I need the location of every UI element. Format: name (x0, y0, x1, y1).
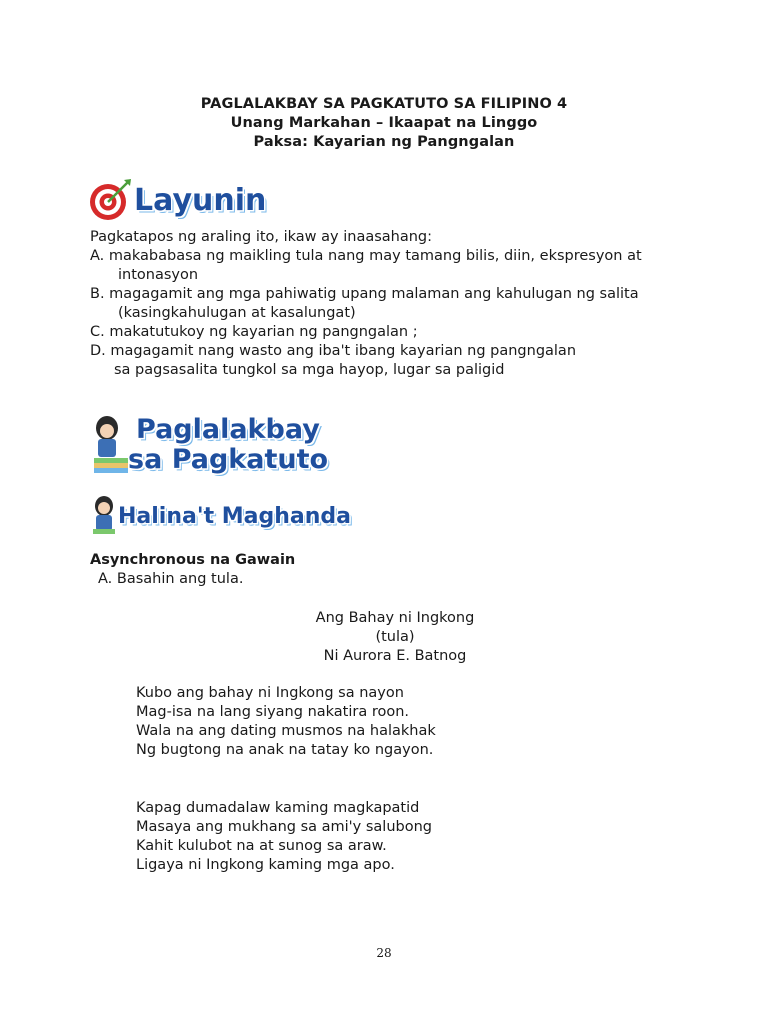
layunin-badge (88, 178, 266, 222)
student-reading-icon (90, 414, 132, 476)
objectives-section (90, 228, 642, 380)
poem-line: Ligaya ni Ingkong kaming mga apo. (136, 857, 395, 873)
poem-stanza-2 (136, 799, 432, 875)
poem-line: Kubo ang bahay ni Ingkong sa nayon (136, 685, 404, 701)
objective-d: D. magagamit nang wasto ang iba't ibang kayarian ng pangngalan (90, 343, 577, 359)
layunin-label: Layunin (134, 182, 267, 218)
activity-section (90, 551, 295, 589)
halinat-badge (92, 496, 351, 536)
poem-line: Mag-isa na lang siyang nakatira roon. (136, 704, 410, 720)
poem-title: Ang Bahay ni Ingkong (315, 610, 475, 626)
poem-stanza-1 (136, 684, 436, 760)
halinat-label: Halina't Maghanda (118, 503, 352, 529)
objective-d-cont: sa pagsasalita tungkol sa mga hayop, lugar sa paligid (114, 362, 505, 378)
document-header (0, 95, 768, 152)
objective-b: B. magagamit ang mga pahiwatig upang malaman ang kahulugan ng salita (90, 286, 639, 302)
objective-a: A. makababasa ng maikling tula nang may tamang bilis, diin, ekspresyon at (90, 248, 642, 264)
poem-line: Ng bugtong na anak na tatay ko ngayon. (136, 742, 434, 758)
objective-c: C. makatutukoy ng kayarian ng pangngalan ; (90, 324, 418, 340)
poem-author: Ni Aurora E. Batnog (323, 648, 467, 664)
poem-type: (tula) (375, 629, 415, 645)
document-topic: Paksa: Kayarian ng Pangngalan (253, 134, 515, 150)
document-title: PAGLALAKBAY SA PAGKATUTO SA FILIPINO 4 (200, 96, 568, 112)
activity-instruction: A. Basahin ang tula. (98, 571, 244, 587)
poem-heading (250, 609, 540, 666)
objective-a-cont: intonasyon (118, 267, 199, 283)
student-icon (92, 496, 116, 536)
poem-line: Wala na ang dating musmos na halakhak (136, 723, 436, 739)
objective-b-cont: (kasingkahulugan at kasalungat) (118, 305, 356, 321)
paglalakbay-label-2: sa Pagkatuto (128, 444, 329, 475)
poem-line: Masaya ang mukhang sa ami'y salubong (136, 819, 432, 835)
poem-line: Kahit kulubot na at sunog sa araw. (136, 838, 387, 854)
paglalakbay-badge (90, 414, 328, 476)
poem-line: Kapag dumadalaw kaming magkapatid (136, 800, 420, 816)
target-icon (88, 178, 132, 222)
document-subtitle: Unang Markahan – Ikaapat na Linggo (230, 115, 538, 131)
objectives-intro: Pagkatapos ng araling ito, ikaw ay inaasahang: (90, 229, 433, 245)
paglalakbay-label-1: Paglalakbay (136, 414, 320, 445)
page-number: 28 (376, 946, 392, 960)
activity-heading: Asynchronous na Gawain (90, 552, 296, 568)
